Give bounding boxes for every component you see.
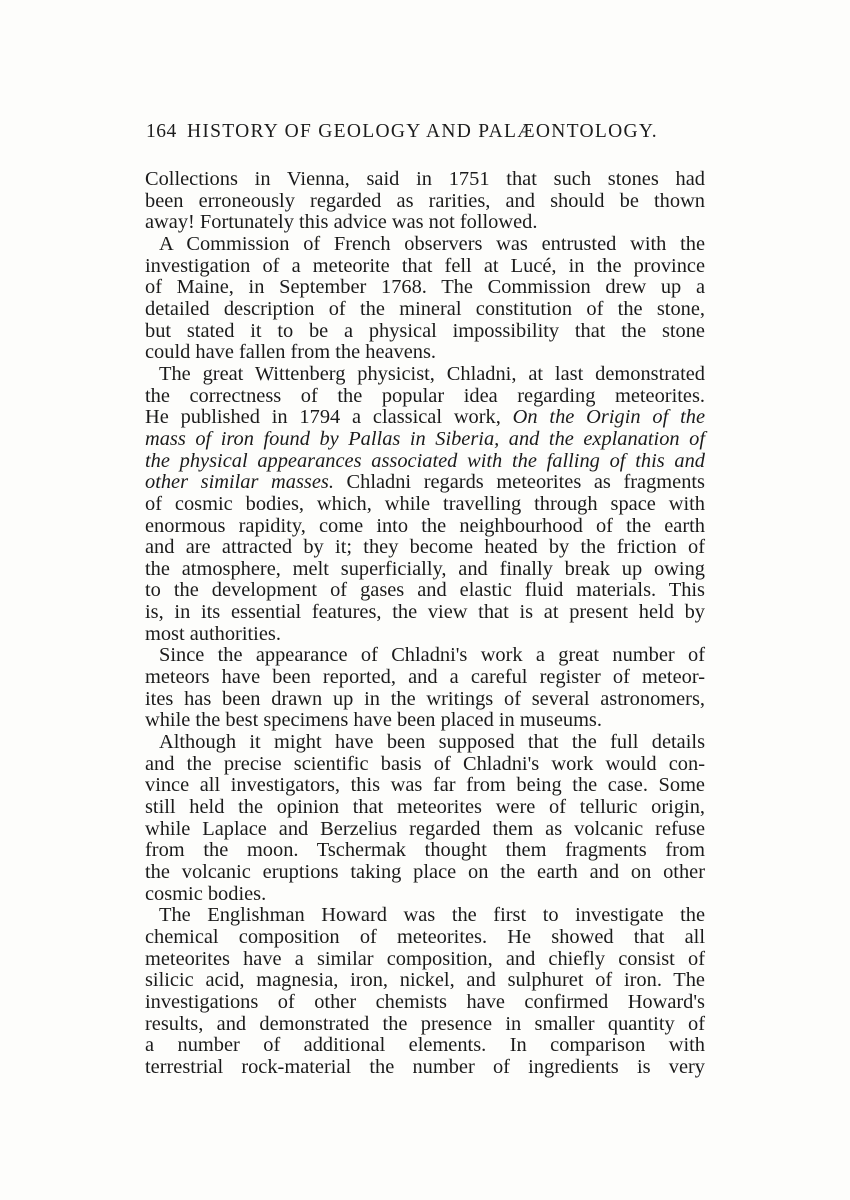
text-line: could have fallen from the heavens. <box>145 341 437 364</box>
text-line: meteorites have a similar composition, and chiefly consist of <box>145 947 705 970</box>
body-text <box>145 169 705 1079</box>
text-line: results, and demonstrated the presence in smaller quantity of <box>145 1012 705 1035</box>
text-line: and the precise scientific basis of Chladni's work would con- <box>145 752 705 775</box>
text-line: cosmic bodies. <box>145 882 267 905</box>
text-line: still held the opinion that meteorites were of telluric origin, <box>145 796 705 819</box>
text-line: while Laplace and Berzelius regarded them as volcanic refuse <box>145 817 705 840</box>
text-line: A Commission of French observers was entrusted with the <box>159 232 705 255</box>
text-line: Although it might have been supposed that the full details <box>159 731 705 754</box>
text-line <box>145 472 705 494</box>
running-title: HISTORY OF GEOLOGY AND PALÆONTOLOGY. <box>186 121 658 142</box>
text-line: the atmosphere, melt superficially, and finally break up owing <box>145 557 705 580</box>
text-run: He published in 1794 a classical work, <box>145 406 513 429</box>
book-title-italic: other similar masses. <box>145 471 334 494</box>
text-line: vince all investigators, this was far from being the case. Some <box>145 774 705 797</box>
text-line: from the moon. Tschermak thought them fragments from <box>145 839 705 862</box>
text-line: most authorities. <box>145 622 281 645</box>
text-line: investigation of a meteorite that fell at Lucé, in the province <box>145 254 705 277</box>
text-line: silicic acid, magnesia, iron, nickel, and sulphuret of iron. The <box>145 969 705 992</box>
text-line: mass of iron found by Pallas in Siberia, and the explanation of <box>145 427 705 450</box>
text-line: the correctness of the popular idea regarding meteorites. <box>145 384 705 407</box>
text-line: ites has been drawn up in the writings of several astronomers, <box>145 687 705 710</box>
text-line: The great Wittenberg physicist, Chladni, at last demonstrated <box>159 362 705 385</box>
text-line: but stated it to be a physical impossibility that the stone <box>145 319 705 342</box>
text-line: the physical appearances associated with the falling of this and <box>145 449 705 472</box>
text-line: is, in its essential features, the view that is at present held by <box>145 601 705 624</box>
running-header <box>146 121 706 143</box>
text-line: been erroneously regarded as rarities, and should be thown <box>145 189 705 212</box>
text-line: enormous rapidity, come into the neighbourhood of the earth <box>145 514 705 537</box>
text-line: investigations of other chemists have confirmed Howard's <box>145 990 705 1013</box>
text-line: detailed description of the mineral constitution of the stone, <box>145 297 705 320</box>
text-line: Collections in Vienna, said in 1751 that such stones had <box>145 168 705 190</box>
text-line: Since the appearance of Chladni's work a great number of <box>159 644 705 667</box>
text-line: of cosmic bodies, which, while travelling through space with <box>145 492 705 515</box>
book-title-italic: On the Origin of the <box>512 406 705 429</box>
text-run: Chladni regards meteorites as fragments <box>333 471 705 494</box>
text-line: a number of additional elements. In comparison with <box>145 1034 705 1057</box>
text-line: chemical composition of meteorites. He showed that all <box>145 925 705 948</box>
text-line: and are attracted by it; they become heated by the friction of <box>145 536 705 559</box>
text-line: away! Fortunately this advice was not followed. <box>145 211 538 234</box>
text-line: the volcanic eruptions taking place on the earth and on other <box>145 861 705 883</box>
text-line: while the best specimens have been placed in museums. <box>145 709 602 732</box>
text-line: of Maine, in September 1768. The Commission drew up a <box>145 276 705 299</box>
text-line: to the development of gases and elastic fluid materials. This <box>145 579 705 602</box>
text-line <box>145 407 705 429</box>
text-line: The Englishman Howard was the first to investigate the <box>159 904 705 927</box>
text-line: terrestrial rock-material the number of ingredients is very <box>145 1055 705 1078</box>
text-line: meteors have been reported, and a careful register of meteor- <box>145 666 705 689</box>
page-number: 164 <box>146 121 177 142</box>
